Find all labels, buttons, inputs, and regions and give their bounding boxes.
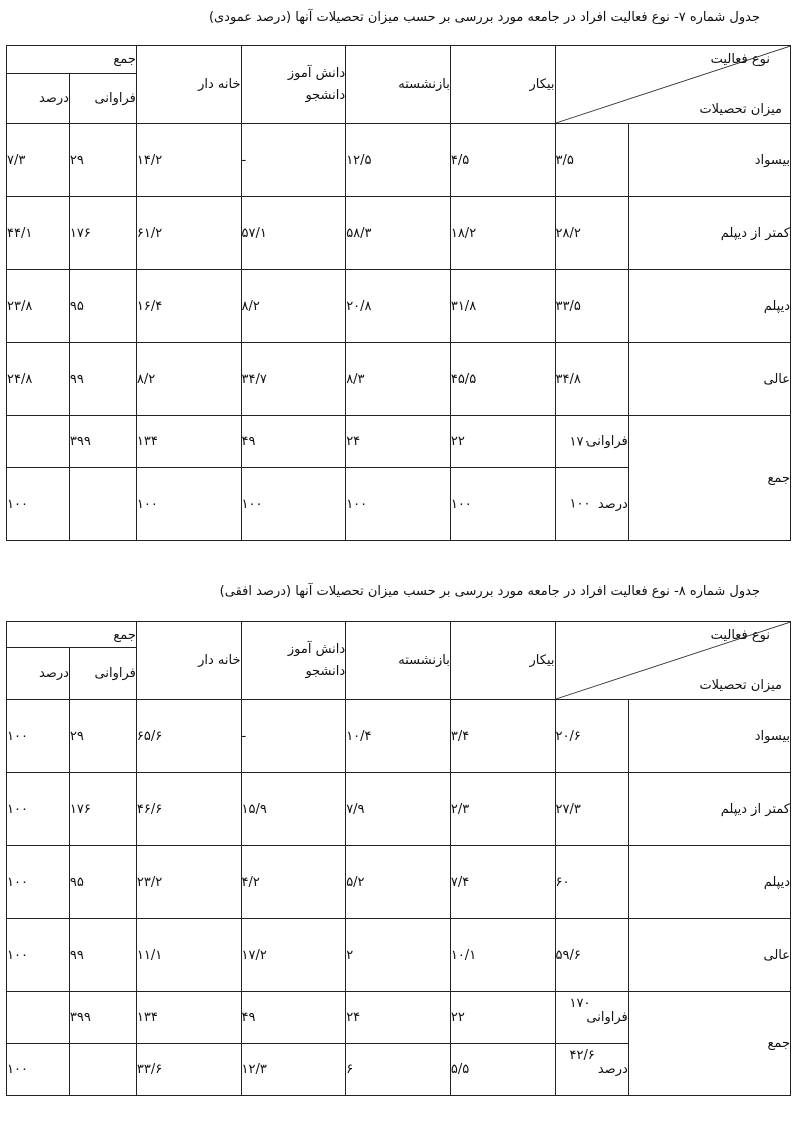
cell-darsad: ۴۴/۱ xyxy=(7,197,70,270)
cell-bikar: ۳/۴ xyxy=(450,700,555,773)
row-label: عالی xyxy=(628,919,790,992)
cell-shaghel: ۵۹/۶ xyxy=(555,919,628,992)
table-row xyxy=(7,773,791,846)
cell-faravani: ۲۹ xyxy=(69,700,136,773)
total-faravani-label: فراوانی ۱۷۰ xyxy=(555,416,628,468)
table-row xyxy=(7,846,791,919)
table7-col-faravani: فراوانی xyxy=(69,74,136,124)
row-label: دیپلم xyxy=(628,270,790,343)
cell-darsad: ۱۰۰ xyxy=(7,773,70,846)
cell-darsad xyxy=(7,992,70,1044)
table7-corner-bottom: میزان تحصیلات xyxy=(699,102,782,117)
cell-darsad: ۲۳/۸ xyxy=(7,270,70,343)
cell-baz: ۶ xyxy=(346,1044,451,1096)
cell-student: ۱۰۰ xyxy=(241,468,346,541)
cell-baz: ۵۸/۳ xyxy=(346,197,451,270)
cell-bikar: ۱۰/۱ xyxy=(450,919,555,992)
cell-baz: ۱۰۰ xyxy=(346,468,451,541)
cell-darsad: ۱۰۰ xyxy=(7,468,70,541)
row-label: بیسواد xyxy=(628,124,790,197)
cell-khane: ۶۱/۲ xyxy=(136,197,241,270)
cell-darsad: ۱۰۰ xyxy=(7,1044,70,1096)
cell-khane: ۱۳۴ xyxy=(136,992,241,1044)
cell-shaghel: ۱۷۰ xyxy=(569,434,591,449)
table7-col-darsad: درصد xyxy=(7,74,70,124)
cell-bikar: ۵/۵ xyxy=(450,1044,555,1096)
table7-corner-cell xyxy=(555,46,791,124)
cell-bikar: ۴۵/۵ xyxy=(450,343,555,416)
cell-khane: ۶۵/۶ xyxy=(136,700,241,773)
cell-khane: ۴۶/۶ xyxy=(136,773,241,846)
table-row xyxy=(7,270,791,343)
cell-student: ۱۲/۳ xyxy=(241,1044,346,1096)
table8-col-jam: جمع xyxy=(7,622,137,648)
cell-khane: ۱۳۴ xyxy=(136,416,241,468)
cell-shaghel: ۶۰ xyxy=(555,846,628,919)
cell-baz: ۷/۹ xyxy=(346,773,451,846)
table8-col-khane: خانه دار xyxy=(136,622,241,700)
table-row xyxy=(7,343,791,416)
cell-student: ۸/۲ xyxy=(241,270,346,343)
cell-baz: ۵/۲ xyxy=(346,846,451,919)
cell-baz: ۲۴ xyxy=(346,992,451,1044)
cell-faravani: ۹۹ xyxy=(69,919,136,992)
cell-faravani: ۲۹ xyxy=(69,124,136,197)
table7-corner-top: نوع فعالیت xyxy=(710,52,770,67)
total-label: جمع xyxy=(628,416,790,541)
table8-corner-bottom: میزان تحصیلات xyxy=(699,678,782,693)
row-label: بیسواد xyxy=(628,700,790,773)
cell-student: ۱۷/۲ xyxy=(241,919,346,992)
cell-shaghel: ۳۴/۸ xyxy=(555,343,628,416)
total-darsad-label: درصد ۴۲/۶ xyxy=(555,1044,628,1096)
cell-student: ۴/۲ xyxy=(241,846,346,919)
cell-bikar: ۱۸/۲ xyxy=(450,197,555,270)
cell-shaghel: ۳/۵ xyxy=(555,124,628,197)
cell-shaghel: ۲۰/۶ xyxy=(555,700,628,773)
cell-baz: ۲۴ xyxy=(346,416,451,468)
cell-faravani: ۳۹۹ xyxy=(69,992,136,1044)
cell-darsad: ۱۰۰ xyxy=(7,919,70,992)
table7-col-student: دانش آموز دانشجو xyxy=(241,46,346,124)
cell-student: ۳۴/۷ xyxy=(241,343,346,416)
cell-faravani: ۱۷۶ xyxy=(69,197,136,270)
cell-faravani: ۹۵ xyxy=(69,846,136,919)
cell-khane: ۸/۲ xyxy=(136,343,241,416)
cell-faravani: ۱۷۶ xyxy=(69,773,136,846)
cell-khane: ۱۰۰ xyxy=(136,468,241,541)
table7-col-bikar: بیکار xyxy=(450,46,555,124)
table8-col-bikar: بیکار xyxy=(450,622,555,700)
table-row xyxy=(7,700,791,773)
cell-khane: ۲۳/۲ xyxy=(136,846,241,919)
cell-shaghel: ۱۷۰ xyxy=(569,996,591,1011)
cell-bikar: ۲۲ xyxy=(450,992,555,1044)
table-row xyxy=(7,197,791,270)
total-label: جمع xyxy=(628,992,790,1096)
cell-faravani xyxy=(69,1044,136,1096)
cell-student: ۱۵/۹ xyxy=(241,773,346,846)
table-row xyxy=(7,919,791,992)
table-row xyxy=(7,124,791,197)
cell-bikar: ۳۱/۸ xyxy=(450,270,555,343)
cell-faravani: ۹۵ xyxy=(69,270,136,343)
cell-khane: ۱۴/۲ xyxy=(136,124,241,197)
cell-bikar: ۴/۵ xyxy=(450,124,555,197)
total-darsad-label: درصد ۱۰۰ xyxy=(555,468,628,541)
table7-caption: جدول شماره ۷- نوع فعالیت افراد در جامعه مورد بررسی بر حسب میزان تحصیلات آنها (درصد عمودی) xyxy=(208,10,760,25)
cell-baz: ۸/۳ xyxy=(346,343,451,416)
cell-shaghel: ۲۸/۲ xyxy=(555,197,628,270)
cell-shaghel: ۲۷/۳ xyxy=(555,773,628,846)
cell-khane: ۱۱/۱ xyxy=(136,919,241,992)
table8-col-faravani: فراوانی xyxy=(69,648,136,700)
table8-caption: جدول شماره ۸- نوع فعالیت افراد در جامعه مورد بررسی بر حسب میزان تحصیلات آنها (درصد افقی) xyxy=(219,584,760,599)
cell-student: ۵۷/۱ xyxy=(241,197,346,270)
cell-faravani xyxy=(69,468,136,541)
table8-col-baz: بازنشسته xyxy=(346,622,451,700)
table8-corner-top: نوع فعالیت xyxy=(710,628,770,643)
cell-student: ۴۹ xyxy=(241,416,346,468)
cell-baz: ۲۰/۸ xyxy=(346,270,451,343)
cell-shaghel: ۴۲/۶ xyxy=(569,1048,595,1063)
cell-darsad: ۷/۳ xyxy=(7,124,70,197)
cell-darsad xyxy=(7,416,70,468)
table7 xyxy=(6,45,791,541)
cell-baz: ۱۲/۵ xyxy=(346,124,451,197)
row-label: کمتر از دیپلم xyxy=(628,773,790,846)
row-label: دیپلم xyxy=(628,846,790,919)
cell-khane: ۱۶/۴ xyxy=(136,270,241,343)
table7-col-jam: جمع xyxy=(7,46,137,74)
cell-darsad: ۲۴/۸ xyxy=(7,343,70,416)
table8-corner-cell xyxy=(555,622,791,700)
cell-bikar: ۷/۴ xyxy=(450,846,555,919)
table8-col-darsad: درصد xyxy=(7,648,70,700)
total-faravani-label: فراوانی ۱۷۰ xyxy=(555,992,628,1044)
total-faravani-row xyxy=(7,416,791,468)
row-label: عالی xyxy=(628,343,790,416)
row-label: کمتر از دیپلم xyxy=(628,197,790,270)
cell-bikar: ۲/۳ xyxy=(450,773,555,846)
cell-darsad: ۱۰۰ xyxy=(7,700,70,773)
table8-col-student: دانش آموز دانشجو xyxy=(241,622,346,700)
cell-student: - xyxy=(241,124,346,197)
cell-shaghel: ۳۳/۵ xyxy=(555,270,628,343)
table7-col-baz: بازنشسته xyxy=(346,46,451,124)
cell-baz: ۱۰/۴ xyxy=(346,700,451,773)
cell-faravani: ۳۹۹ xyxy=(69,416,136,468)
cell-student: - xyxy=(241,700,346,773)
table8 xyxy=(6,621,791,1096)
cell-baz: ۲ xyxy=(346,919,451,992)
cell-bikar: ۲۲ xyxy=(450,416,555,468)
total-faravani-row xyxy=(7,992,791,1044)
cell-darsad: ۱۰۰ xyxy=(7,846,70,919)
table7-col-khane: خانه دار xyxy=(136,46,241,124)
cell-bikar: ۱۰۰ xyxy=(450,468,555,541)
cell-khane: ۳۳/۶ xyxy=(136,1044,241,1096)
cell-shaghel: ۱۰۰ xyxy=(569,496,591,512)
cell-faravani: ۹۹ xyxy=(69,343,136,416)
cell-student: ۴۹ xyxy=(241,992,346,1044)
